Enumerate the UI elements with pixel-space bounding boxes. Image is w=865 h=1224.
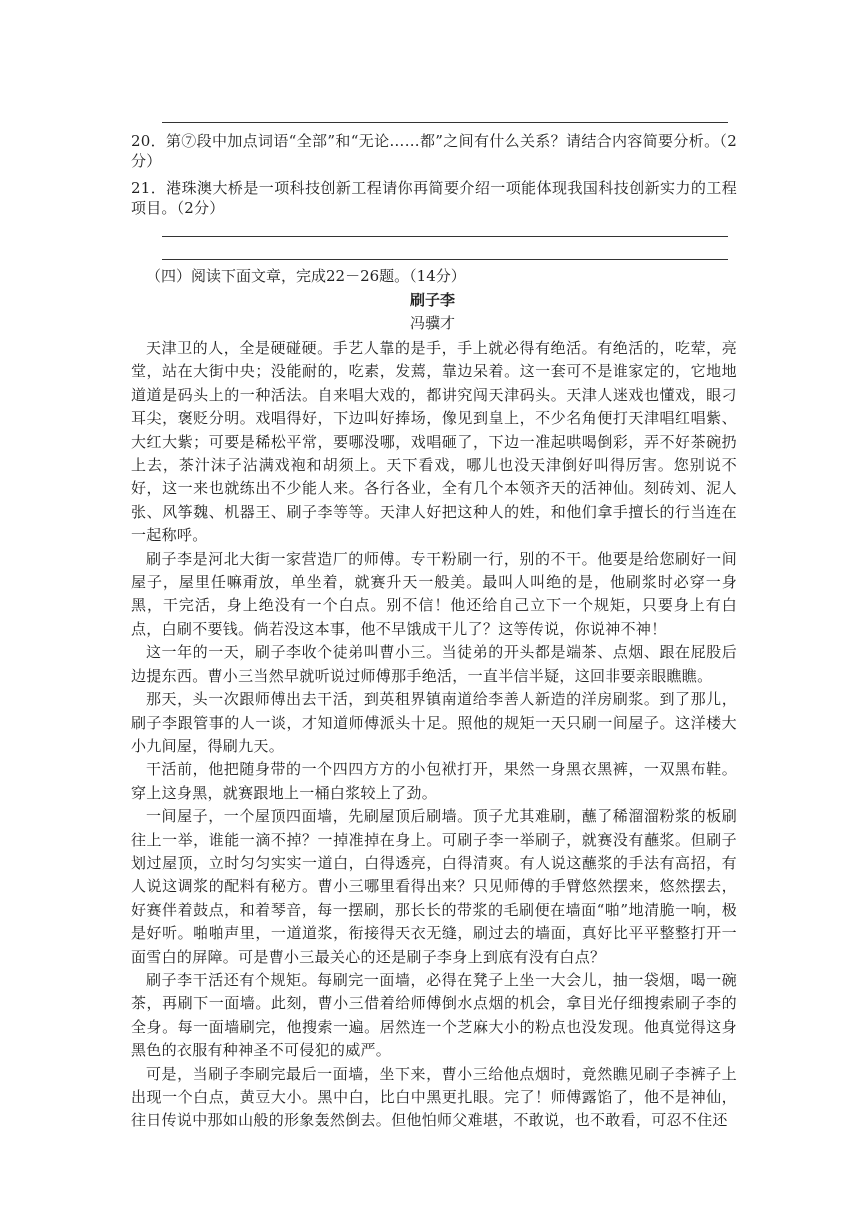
- article-title: 刷子李: [409, 291, 455, 309]
- paragraph: 干活前，他把随身带的一个四四方方的小包袱打开，果然一身黑衣黑裤，一双黑布鞋。穿上这身黑，就赛跟地上一桶白浆较上了劲。: [131, 760, 737, 802]
- paragraph: 一间屋子，一个屋顶四面墙，先刷屋顶后刷墙。顶子尤其难刷，蘸了稀溜溜粉浆的板刷往上一举，谁能一滴不掉？一掉准掉在身上。可刷子李一举刷子，就赛没有蘸浆。但刷子划过屋顶，立时匀匀实实一道白，白得透亮，白得清爽。有人说这蘸浆的手法有高招，有人说这调浆的配料有秘方。曹小三哪里看得出来？只见师傅的手臂悠然摆来，悠然摆去，好赛伴着鼓点，和着琴音，每一摆刷，那长长的带浆的毛刷便在墙面“啪”地清脆一响，极是好听。啪啪声里，一道道浆，衔接得天衣无缝，刷过去的墙面，真好比平平整整打开一面雪白的屏障。可是曹小三最关心的还是刷子李身上到底有没有白点？: [131, 807, 737, 966]
- answer-line: [162, 259, 728, 260]
- question-21: 21．港珠澳大桥是一项科技创新工程请你再简要介绍一项能体现我国科技创新实力的工程项目。（2分）: [131, 179, 737, 217]
- question-20: 20．第⑦段中加点词语“全部”和“无论……都”之间有什么关系？请结合内容简要分析。（2分）: [131, 132, 737, 170]
- article-body: [131, 337, 737, 1133]
- paragraph: 可是，当刷子李刷完最后一面墙，坐下来，曹小三给他点烟时，竟然瞧见刷子李裤子上出现一个白点，黄豆大小。黑中白，比白中黑更扎眼。完了！师傅露馅了，他不是神仙，往日传说中那如山般的形象轰然倒去。但他怕师父难堪，不敢说，也不敢看，可忍不住还: [131, 1064, 737, 1130]
- answer-line: [162, 236, 728, 237]
- answer-line: [162, 122, 728, 123]
- article-author: 冯骥才: [409, 314, 455, 332]
- paragraph: 刷子李是河北大街一家营造厂的师傅。专干粉刷一行，别的不干。他要是给您刷好一间屋子，屋里任嘛甭放，单坐着，就赛升天一般美。最叫人叫绝的是，他刷浆时必穿一身黑，干完活，身上绝没有一个白点。别不信！他还给自己立下一个规矩，只要身上有白点，白刷不要钱。倘若没这本事，他不早饿成干儿了？这等传说，你说神不神！: [131, 549, 737, 638]
- paragraph: 这一年的一天，刷子李收个徒弟叫曹小三。当徒弟的开头都是端茶、点烟、跟在屁股后边提东西。曹小三当然早就听说过师傅那手绝活，一直半信半疑，这回非要亲眼瞧瞧。: [131, 643, 737, 685]
- paragraph: 天津卫的人，全是硬碰硬。手艺人靠的是手，手上就必得有绝活。有绝活的，吃荤，亮堂，站在大街中央；没能耐的，吃素，发蔫，靠边呆着。这一套可不是谁家定的，它地地道道是码头上的一种活法。自来唱大戏的，都讲究闯天津码头。天津人迷戏也懂戏，眼刁耳尖，褒贬分明。戏唱得好，下边叫好捧场，像见到皇上，不少名角便打天津唱红唱紫、大红大紫；可要是稀松平常，要哪没哪，戏唱砸了，下边一准起哄喝倒彩，弄不好茶碗扔上去，茶汁沫子沾满戏袍和胡须上。天下看戏，哪儿也没天津倒好叫得厉害。您别说不好，这一来也就练出不少能人来。各行各业，全有几个本领齐天的活神仙。刻砖刘、泥人张、风筝魏、机器王、刷子李等等。天津人好把这种人的姓，和他们拿手擅长的行当连在一起称呼。: [131, 339, 737, 545]
- paragraph: 那天，头一次跟师傅出去干活，到英租界镇南道给李善人新造的洋房刷浆。到了那儿，刷子李跟管事的人一谈，才知道师傅派头十足。照他的规矩一天只刷一间屋子。这洋楼大小九间屋，得刷九天。: [131, 690, 737, 755]
- paragraph: 刷子李干活还有个规矩。每刷完一面墙，必得在凳子上坐一大会儿，抽一袋烟，喝一碗茶，再刷下一面墙。此刻，曹小三借着给师傅倒水点烟的机会，拿目光仔细搜索刷子李的全身。每一面墙刷完，他搜索一遍。居然连一个芝麻大小的粉点也没发现。他真觉得这身黑色的衣服有种神圣不可侵犯的威严。: [131, 970, 737, 1060]
- section-heading: （四）阅读下面文章，完成22－26题。（14分）: [146, 267, 466, 285]
